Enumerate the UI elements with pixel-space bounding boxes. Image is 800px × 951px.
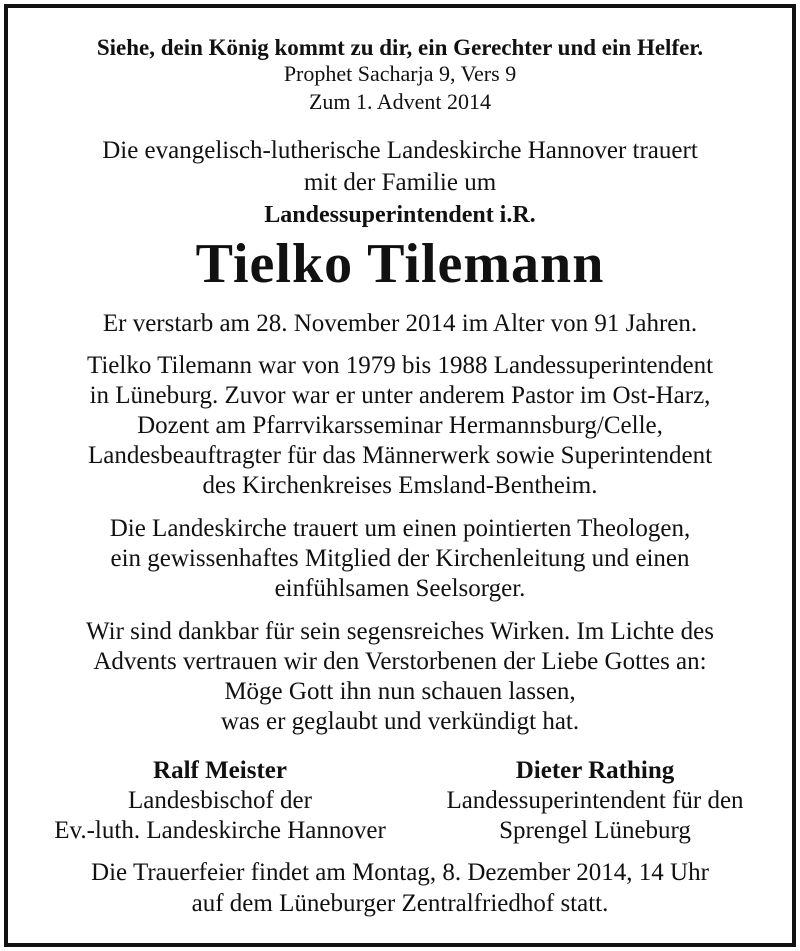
signatory-superintendent bbox=[410, 756, 780, 846]
signatory-role: Landessuperintendent für den bbox=[446, 787, 744, 814]
biography-line: Dozent am Pfarrvikarsseminar Hermannsburg/Celle, bbox=[137, 412, 663, 439]
signatory-role: Sprengel Lüneburg bbox=[499, 817, 691, 844]
praise-line: ein gewissenhaftes Mitglied der Kirchenleitung und einen bbox=[110, 545, 690, 572]
signatory-role: Ev.-luth. Landeskirche Hannover bbox=[54, 817, 386, 844]
name-text: Tielko Tilemann bbox=[195, 233, 605, 295]
thanks-line: was er geglaubt und verkündigt hat. bbox=[220, 708, 580, 735]
signatory-name: Ralf Meister bbox=[153, 757, 287, 784]
motto-text: Siehe, dein König kommt zu dir, ein Gerechter und ein Helfer. bbox=[96, 35, 704, 60]
thanks-line: Advents vertrauen wir den Verstorbenen der Liebe Gottes an: bbox=[93, 648, 707, 675]
biography-line: Landesbeauftragter für das Männerwerk sowie Superintendent bbox=[87, 442, 713, 469]
intro-line: Die evangelisch-lutherische Landeskirche Hannover trauert bbox=[102, 137, 698, 164]
biography-line: Tielko Tilemann war von 1979 bis 1988 Landessuperintendent bbox=[86, 352, 714, 379]
occasion-line: Zum 1. Advent 2014 bbox=[308, 89, 492, 114]
funeral-info bbox=[0, 857, 800, 919]
praise-line: einfühlsamen Seelsorger. bbox=[274, 575, 526, 602]
biography-paragraph bbox=[0, 351, 800, 501]
signatory-role: Landesbischof der bbox=[128, 787, 312, 814]
verse-reference bbox=[0, 60, 800, 116]
biography-line: des Kirchenkreises Emsland-Bentheim. bbox=[202, 472, 598, 499]
death-notice-text: Er verstarb am 28. November 2014 im Alter von 91 Jahren. bbox=[102, 310, 698, 337]
signatory-name: Dieter Rathing bbox=[515, 757, 675, 784]
thanks-line: Möge Gott ihn nun schauen lassen, bbox=[224, 678, 576, 705]
death-notice bbox=[0, 308, 800, 340]
funeral-line: auf dem Lüneburger Zentralfriedhof statt. bbox=[191, 890, 609, 917]
bible-verse-quote bbox=[0, 34, 800, 61]
thanks-line: Wir sind dankbar für sein segensreiches Wirken. Im Lichte des bbox=[86, 618, 714, 645]
thanks-paragraph bbox=[0, 617, 800, 737]
deceased-name bbox=[0, 231, 800, 297]
mourning-intro bbox=[0, 135, 800, 199]
title-text: Landessuperintendent i.R. bbox=[264, 202, 536, 228]
praise-paragraph bbox=[0, 514, 800, 604]
intro-line: mit der Familie um bbox=[303, 169, 497, 196]
deceased-title bbox=[0, 199, 800, 231]
praise-line: Die Landeskirche trauert um einen pointierten Theologen, bbox=[109, 515, 691, 542]
biography-line: in Lüneburg. Zuvor war er unter anderem Pastor im Ost-Harz, bbox=[89, 382, 711, 409]
signatory-bishop bbox=[40, 756, 400, 846]
funeral-line: Die Trauerfeier findet am Montag, 8. Dezember 2014, 14 Uhr bbox=[91, 859, 709, 886]
verse-source: Prophet Sacharja 9, Vers 9 bbox=[283, 61, 517, 86]
